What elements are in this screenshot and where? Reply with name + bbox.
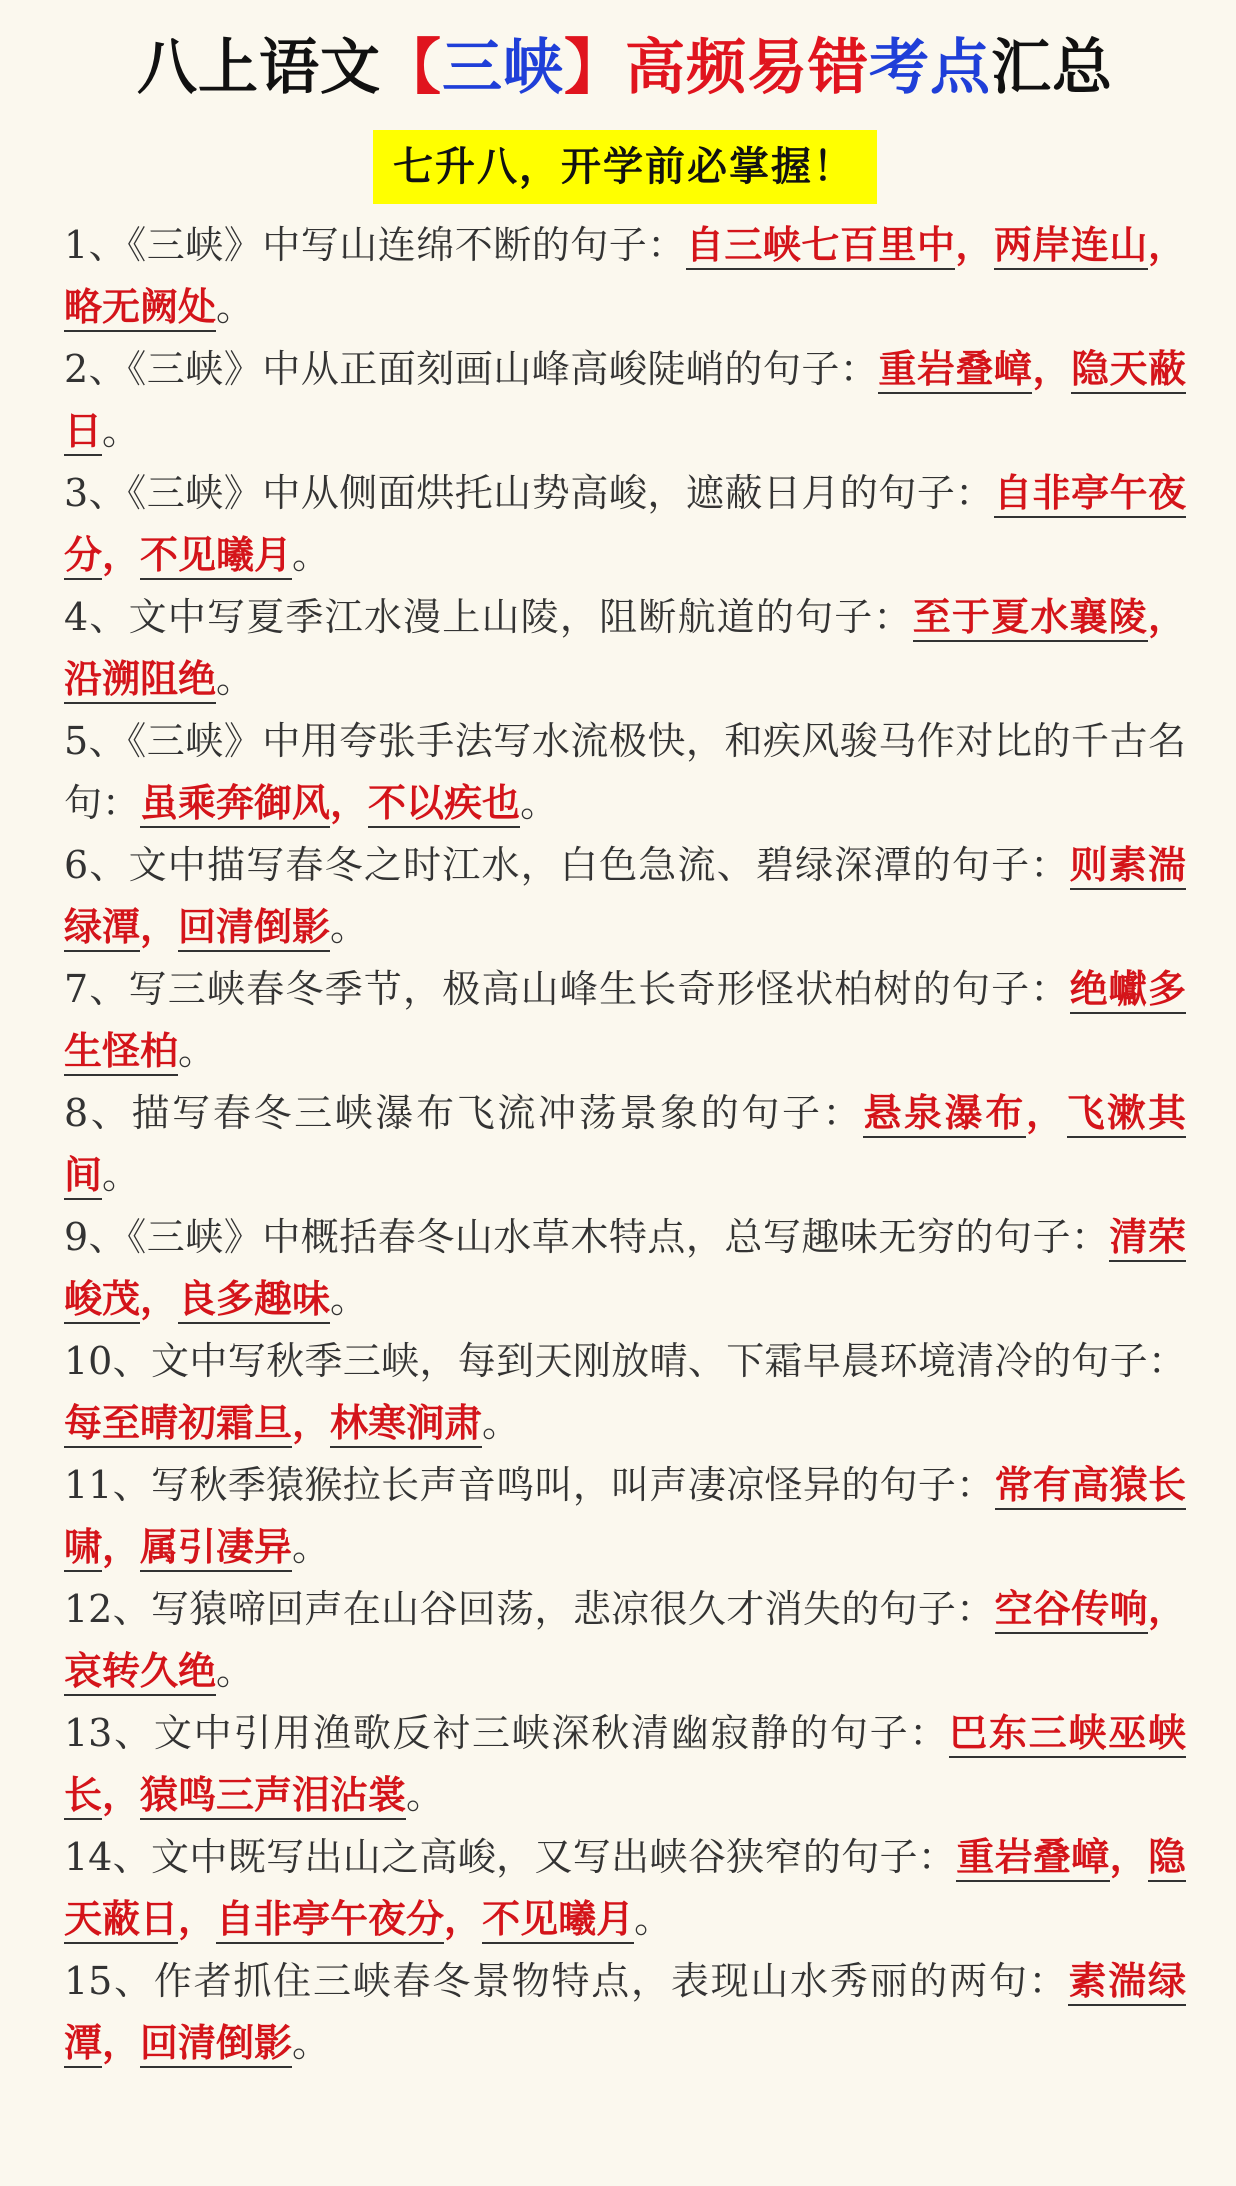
title-part-points: 考点 [869,33,991,103]
item-number: 2、 [64,347,128,391]
item-answer: 自三峡七百里中 [686,223,956,270]
item-answer: 虽乘奔御风 [140,781,330,828]
answer-separator: ， [140,904,179,949]
answer-separator: ， [140,1276,179,1321]
item-answer: 素湍绿潭 [64,1959,1186,2068]
item-number: 12、 [64,1587,152,1631]
item-question: 作者抓住三峡春冬景物特点，表现山水秀丽的两句： [153,1959,1069,2003]
answer-separator: ， [178,1896,217,1941]
list-item [64,462,1186,586]
answer-separator: ， [1147,1586,1186,1631]
item-number: 7、 [64,967,129,1011]
item-terminator: 。 [178,1029,217,1073]
item-question: 描写春冬三峡瀑布飞流冲荡景象的句子： [131,1091,864,1135]
title-part-frequent: 高频易错 [625,33,869,103]
answer-separator: ， [330,780,369,825]
page-title [64,0,1186,108]
list-item [64,1330,1186,1454]
item-question: 写猿啼回声在山谷回荡，悲凉很久才消失的句子： [151,1587,995,1631]
item-terminator: 。 [482,1401,521,1445]
title-part-summary: 汇总 [991,33,1113,103]
list-item [64,1826,1186,1950]
item-number: 6、 [64,843,129,887]
item-terminator: 。 [292,2021,331,2065]
item-terminator: 。 [216,657,255,701]
answer-separator: ， [102,1524,141,1569]
item-answer: 隐天蔽日 [64,347,1186,456]
list-item [64,214,1186,338]
item-number: 5、 [64,719,128,763]
item-number: 13、 [64,1711,154,1755]
list-item [64,1578,1186,1702]
item-terminator: 。 [216,285,255,329]
item-number: 4、 [64,595,129,639]
item-question: 《三峡》中从侧面烘托山势高峻，遮蔽日月的句子： [127,471,994,515]
item-question: 《三峡》中写山连绵不断的句子： [127,223,686,267]
answer-separator: ， [1147,594,1186,639]
answer-separator: ， [1032,346,1071,391]
item-answer: 哀转久绝 [64,1649,216,1696]
item-number: 11、 [64,1463,152,1507]
item-answer: 巴东三峡巫峡长 [64,1711,1186,1820]
item-answer: 隐天蔽日 [64,1835,1186,1944]
list-item [64,338,1186,462]
answer-separator: ， [444,1896,483,1941]
item-answer: 猿鸣三声泪沾裳 [140,1773,406,1820]
item-terminator: 。 [330,1277,369,1321]
item-answer: 不见曦月 [140,533,292,580]
item-answer: 空谷传响 [995,1587,1148,1634]
title-part-subject: 八上语文 [137,33,381,103]
item-question: 文中描写春冬之时江水，白色急流、碧绿深潭的句子： [128,843,1070,887]
item-terminator: 。 [216,1649,255,1693]
item-terminator: 。 [292,533,331,577]
item-question: 《三峡》中概括春冬山水草木特点，总写趣味无穷的句子： [127,1215,1110,1259]
item-answer: 良多趣味 [178,1277,330,1324]
item-answer: 重岩叠嶂 [878,347,1032,394]
answer-separator: ， [102,532,141,577]
list-item [64,710,1186,834]
item-answer: 则素湍绿潭 [64,843,1186,952]
item-answer: 飞漱其间 [64,1091,1186,1200]
subtitle-banner: 七升八，开学前必掌握！ [373,130,877,204]
item-terminator: 。 [634,1897,673,1941]
item-answer: 略无阙处 [64,285,216,332]
item-number: 8、 [64,1091,132,1135]
item-number: 9、 [64,1215,128,1259]
item-question: 文中既写出山之高峻，又写出峡谷狭窄的句子： [151,1835,957,1879]
item-answer: 自非亭午夜分 [216,1897,444,1944]
item-answer: 沿溯阻绝 [64,657,216,704]
list-item [64,834,1186,958]
item-answer: 林寒涧肃 [330,1401,482,1448]
title-part-lesson: 三峡 [442,33,564,103]
answer-separator: ， [102,2020,141,2065]
list-item [64,1454,1186,1578]
item-answer: 清荣峻茂 [64,1215,1186,1324]
item-number: 15、 [64,1959,154,2003]
question-list [64,214,1186,2074]
item-terminator: 。 [330,905,369,949]
item-answer: 至于夏水襄陵 [913,595,1148,642]
item-answer: 悬泉瀑布 [863,1091,1026,1138]
title-bracket-open: 【 [381,33,442,103]
list-item [64,1950,1186,2074]
list-item [64,586,1186,710]
item-question: 文中写秋季三峡，每到天刚放晴、下霜早晨环境清冷的句子： [151,1339,1186,1383]
list-item [64,1206,1186,1330]
item-answer: 常有高猿长啸 [64,1463,1186,1572]
answer-separator: ， [1109,1834,1148,1879]
item-answer: 自非亭午夜分 [64,471,1186,580]
item-answer: 每至晴初霜旦 [64,1401,292,1448]
list-item [64,1082,1186,1206]
item-terminator: 。 [292,1525,331,1569]
item-answer: 两岸连山 [994,223,1148,270]
item-question: 文中引用渔歌反衬三峡深秋清幽寂静的句子： [153,1711,950,1755]
item-number: 1、 [64,223,128,267]
item-answer: 绝巘多生怪柏 [64,967,1186,1076]
item-terminator: 。 [102,1153,141,1197]
answer-separator: ， [1025,1090,1067,1135]
item-question: 《三峡》中从正面刻画山峰高峻陡峭的句子： [127,347,879,391]
item-answer: 回清倒影 [140,2021,292,2068]
item-answer: 不见曦月 [482,1897,634,1944]
item-terminator: 。 [406,1773,445,1817]
item-question: 文中写夏季江水漫上山陵，阻断航道的句子： [128,595,913,639]
subtitle-container [64,130,1186,204]
title-bracket-close: 】 [564,33,625,103]
item-terminator: 。 [520,781,559,825]
answer-separator: ， [102,1772,141,1817]
answer-separator: ， [292,1400,331,1445]
list-item [64,1702,1186,1826]
item-answer: 属引凄异 [140,1525,292,1572]
item-question: 《三峡》中用夸张手法写水流极快，和疾风骏马作对比的千古名句： [64,719,1186,825]
list-item [64,958,1186,1082]
answer-separator: ， [1147,222,1186,267]
item-number: 14、 [64,1835,152,1879]
item-answer: 重岩叠嶂 [956,1835,1109,1882]
item-answer: 不以疾也 [368,781,520,828]
item-question: 写秋季猿猴拉长声音鸣叫，叫声凄凉怪异的句子： [151,1463,995,1507]
answer-separator: ， [955,222,994,267]
item-terminator: 。 [102,409,141,453]
item-question: 写三峡春冬季节，极高山峰生长奇形怪状柏树的句子： [128,967,1070,1011]
item-answer: 回清倒影 [178,905,330,952]
item-number: 10、 [64,1339,152,1383]
item-number: 3、 [64,471,128,515]
